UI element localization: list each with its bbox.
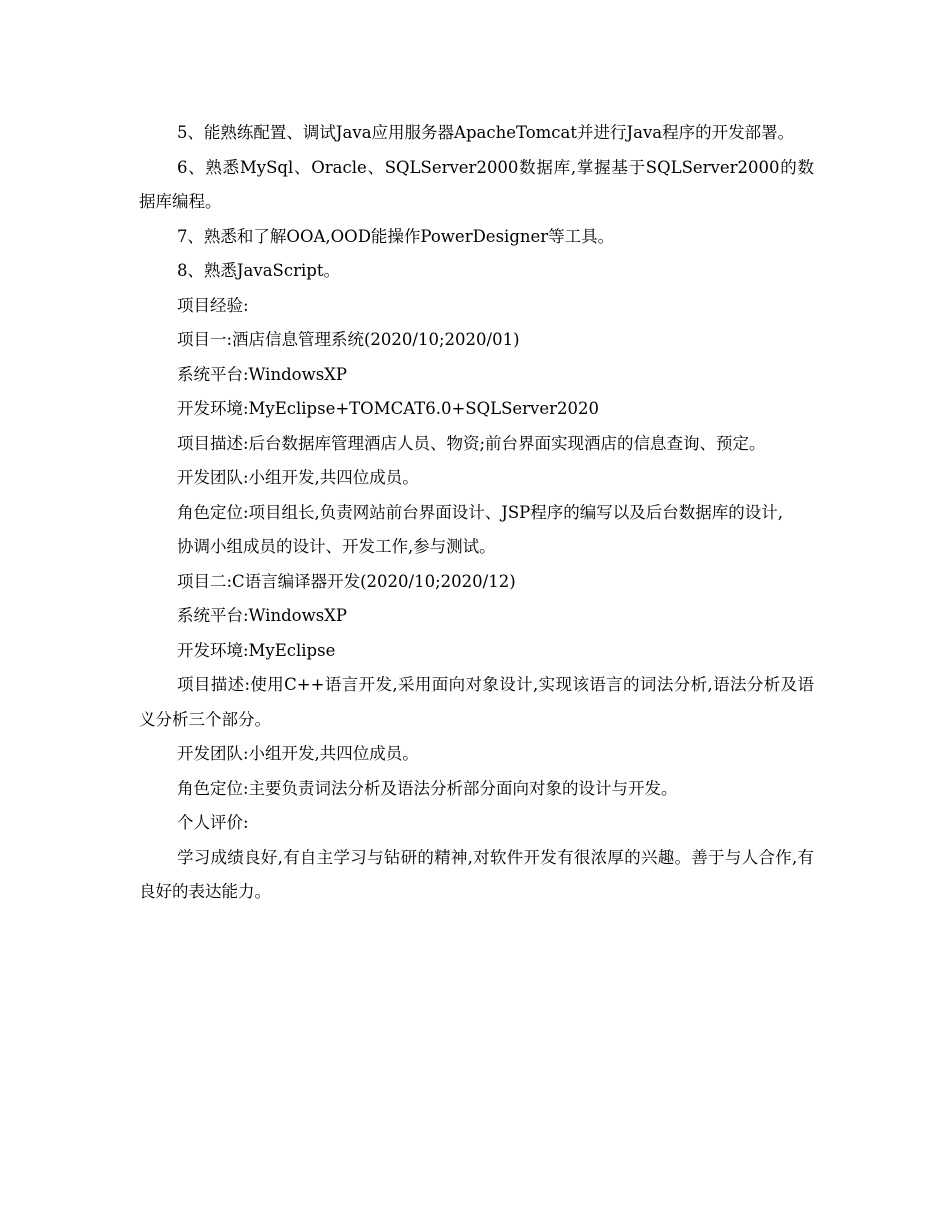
document-body [139, 116, 814, 910]
section-heading-project-experience: 项目经验: [176, 295, 249, 315]
project-2-team: 开发团队:小组开发,共四位成员。 [176, 744, 419, 763]
project-1-role: 角色定位:项目组长,负责网站前台界面设计、JSP程序的编写以及后台数据库的设计, [176, 502, 784, 522]
self-evaluation-text: 学习成绩良好,有自主学习与钻研的精神,对软件开发有很浓厚的兴趣。善于与人合作,有良好的表达能力。 [139, 847, 814, 901]
project-2-environment: 开发环境:MyEclipse [176, 640, 336, 660]
skill-item-8: 8、熟悉JavaScript。 [176, 261, 340, 280]
skill-item-5: 5、能熟练配置、调试Java应用服务器ApacheTomcat并进行Java程序的开发部署。 [176, 123, 795, 142]
project-1-role-continued: 协调小组成员的设计、开发工作,参与测试。 [176, 537, 496, 556]
project-1-team: 开发团队:小组开发,共四位成员。 [176, 468, 419, 487]
section-heading-self-evaluation: 个人评价: [176, 813, 249, 832]
project-2-platform: 系统平台:WindowsXP [176, 606, 348, 625]
project-1-environment: 开发环境:MyEclipse+TOMCAT6.0+SQLServer2020 [176, 399, 600, 418]
skill-item-6: 6、熟悉MySql、Oracle、SQLServer2000数据库,掌握基于SQLServer2000的数据库编程。 [139, 157, 814, 211]
project-1-platform: 系统平台:WindowsXP [176, 364, 348, 384]
skill-item-7: 7、熟悉和了解OOA,OOD能操作PowerDesigner等工具。 [176, 226, 615, 246]
project-2-title: 项目二:C语言编译器开发(2020/10;2020/12) [176, 571, 516, 591]
project-1-title: 项目一:酒店信息管理系统(2020/10;2020/01) [176, 330, 520, 349]
project-2-role: 角色定位:主要负责词法分析及语法分析部分面向对象的设计与开发。 [176, 778, 678, 798]
project-1-description: 项目描述:后台数据库管理酒店人员、物资;前台界面实现酒店的信息查询、预定。 [176, 433, 766, 453]
project-2-description: 项目描述:使用C++语言开发,采用面向对象设计,实现该语言的词法分析,语法分析及语义分析三个部分。 [139, 675, 814, 729]
